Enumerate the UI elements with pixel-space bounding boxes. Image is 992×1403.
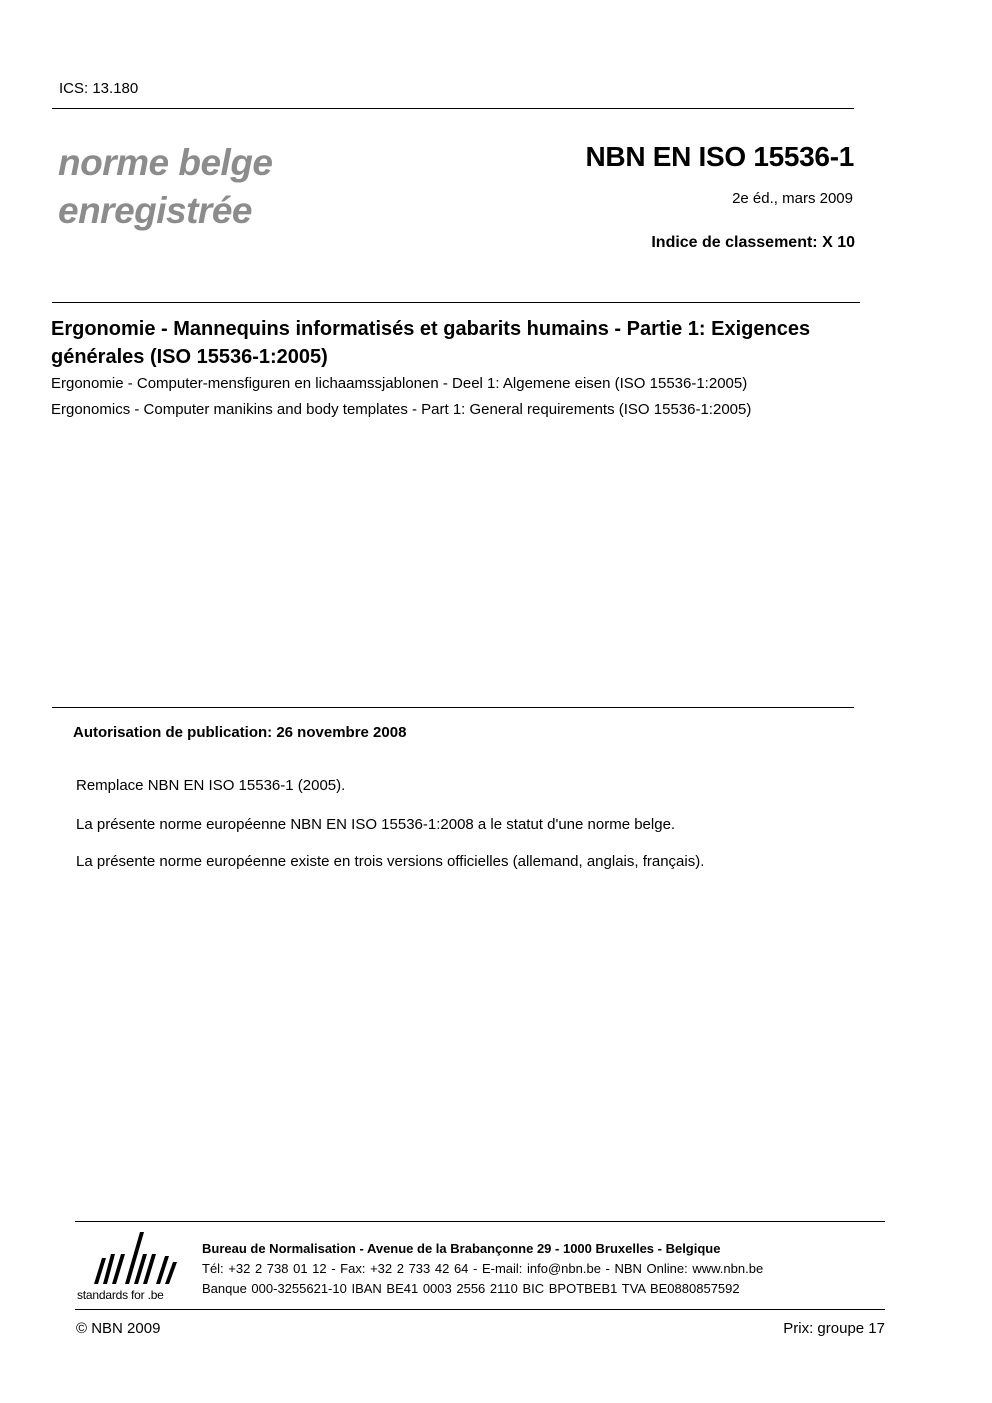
logo-tagline: standards for .be	[77, 1288, 164, 1302]
price-group: Prix: groupe 17	[783, 1320, 885, 1337]
copyright: © NBN 2009	[76, 1320, 161, 1337]
bureau-address: Bureau de Normalisation - Avenue de la Brabançonne 29 - 1000 Bruxelles - Belgique	[202, 1241, 721, 1256]
ics-code: ICS: 13.180	[59, 80, 139, 97]
versions-note: La présente norme européenne existe en trois versions officielles (allemand, anglais, français).	[76, 853, 705, 870]
edition-date: 2e éd., mars 2009	[732, 190, 853, 207]
footer-divider	[75, 1221, 885, 1222]
publication-authorization: Autorisation de publication: 26 novembre 2008	[73, 724, 407, 741]
bank-details: Banque 000-3255621-10 IBAN BE41 0003 2556 2110 BIC BPOTBEB1 TVA BE0880857592	[202, 1281, 740, 1296]
title-divider	[52, 302, 860, 303]
title-english: Ergonomics - Computer manikins and body templates - Part 1: General requirements (ISO 15536-1:2005)	[51, 401, 752, 418]
brand-label-line-1: norme belge	[58, 142, 273, 183]
status-note: La présente norme européenne NBN EN ISO 15536-1:2008 a le statut d'une norme belge.	[76, 816, 676, 833]
title-french: Ergonomie - Mannequins informatisés et gabarits humains - Partie 1: Exigences générales (ISO 15536-1:2005)	[51, 318, 811, 368]
top-divider	[52, 108, 854, 109]
replacement-note: Remplace NBN EN ISO 15536-1 (2005).	[76, 777, 346, 794]
authorization-divider	[52, 707, 854, 708]
brand-label-line-2: enregistrée	[58, 190, 252, 231]
contact-details: Tél: +32 2 738 01 12 - Fax: +32 2 733 42 64 - E-mail: info@nbn.be - NBN Online: www.nbn.be	[202, 1261, 764, 1276]
classification-index: Indice de classement: X 10	[651, 234, 855, 251]
title-dutch: Ergonomie - Computer-mensfiguren en lichaamssjablonen - Deel 1: Algemene eisen (ISO 15536-1:2005)	[51, 375, 748, 392]
bottom-divider	[75, 1309, 885, 1310]
standard-number: NBN EN ISO 15536-1	[585, 141, 854, 172]
